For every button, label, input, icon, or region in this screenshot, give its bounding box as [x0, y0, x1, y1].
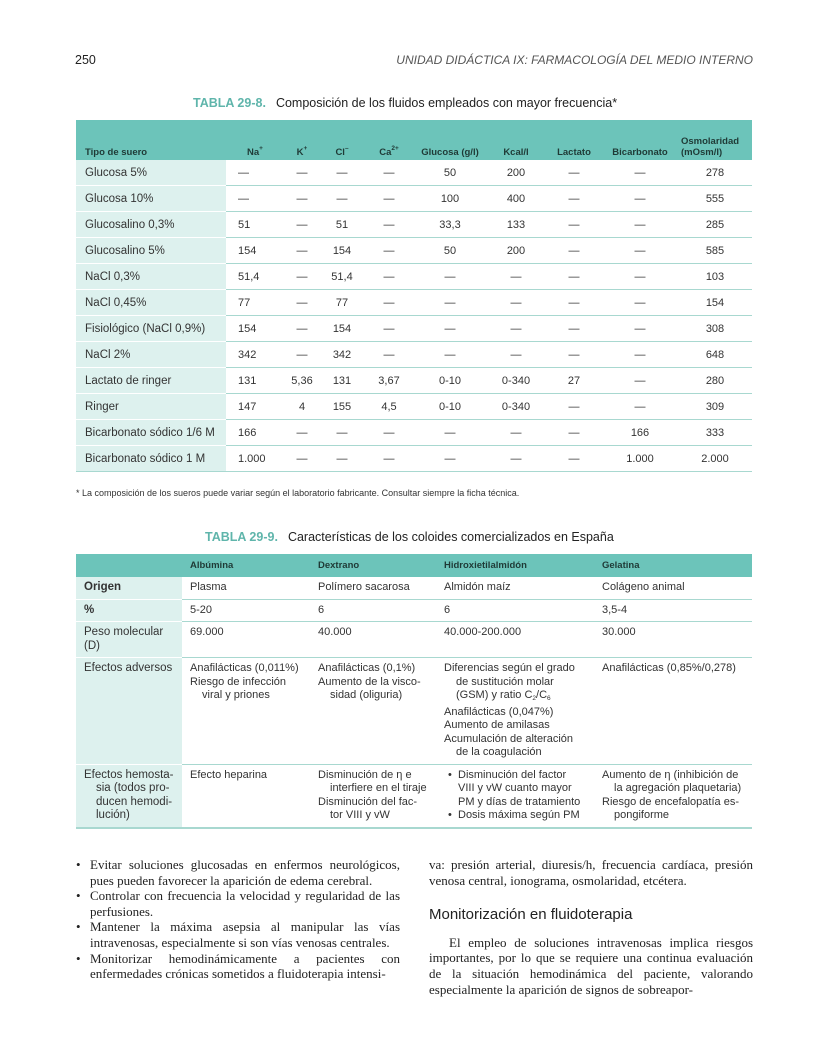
cell: — [602, 160, 678, 186]
cell: — [284, 238, 320, 264]
cell: — [546, 342, 602, 368]
row-label: % [76, 599, 182, 622]
table-row [76, 264, 752, 290]
cell: — [486, 264, 546, 290]
cell: — [284, 290, 320, 316]
cell: — [364, 446, 414, 472]
cell: 51 [320, 212, 364, 238]
cell: — [486, 342, 546, 368]
cell: — [602, 290, 678, 316]
cell: 0-340 [486, 394, 546, 420]
cell: 40.000 [310, 622, 436, 658]
cell: 555 [678, 186, 752, 212]
cell: 6 [310, 599, 436, 622]
cell: — [602, 186, 678, 212]
row-label: Bicarbonato sódico 1 M [76, 446, 226, 472]
row-peso-molecular [76, 622, 752, 658]
row-label: Glucosa 10% [76, 186, 226, 212]
cell: — [486, 290, 546, 316]
cell-hemostasia-hidroxietilalmidon [436, 764, 594, 828]
cell: 400 [486, 186, 546, 212]
cell: — [284, 212, 320, 238]
table-row [76, 368, 752, 394]
cell: 3,5-4 [594, 599, 752, 622]
cell: — [602, 238, 678, 264]
cell: 0-340 [486, 368, 546, 394]
cell: — [320, 160, 364, 186]
row-label: Fisiológico (NaCl 0,9%) [76, 316, 226, 342]
table-row [76, 290, 752, 316]
cell: 166 [602, 420, 678, 446]
row-efectos-adversos [76, 658, 752, 765]
cell: 1.000 [602, 446, 678, 472]
cell: 103 [678, 264, 752, 290]
cell: 2.000 [678, 446, 752, 472]
header-kcal: Kcal/l [486, 120, 546, 160]
table-row [76, 186, 752, 212]
row-label: NaCl 2% [76, 342, 226, 368]
cell-adversos-hidroxietilalmidon: Diferencias según el grado de sustitución molar (GSM) y ratio $C_2/C_6$ Anafilácticas (0,047%) Aumento de amilasas Acumulación de alteración de la coagulación [436, 658, 594, 765]
header-hidroxietilalmidon: Hidroxietilalmidón [436, 554, 594, 577]
cell: — [364, 420, 414, 446]
cell: — [602, 316, 678, 342]
section-title: Monitorización en fluidoterapia [429, 906, 633, 924]
cell: 285 [678, 212, 752, 238]
cell-hemostasia-dextrano: Disminución de η e interfiere en el tiraje Disminución del fac- tor VIII y vW [310, 764, 436, 828]
cell: 5-20 [182, 599, 310, 622]
row-label: Glucosalino 5% [76, 238, 226, 264]
cell: 131 [320, 368, 364, 394]
cell: 69.000 [182, 622, 310, 658]
cell: 6 [436, 599, 594, 622]
table-9-header-row [76, 554, 752, 577]
header-blank [76, 554, 182, 577]
cell: 154 [226, 316, 284, 342]
cell: 131 [226, 368, 284, 394]
cell: — [546, 264, 602, 290]
cell: Polímero sacarosa [310, 577, 436, 599]
cell: 1.000 [226, 446, 284, 472]
cell: — [546, 446, 602, 472]
list-item: • Monitorizar hemodinámicamente a pacientes con enfermedades crónicas sometidos a fluidoterapia intensi- [76, 951, 400, 982]
cell: 154 [320, 316, 364, 342]
cell: — [284, 264, 320, 290]
cell: — [414, 316, 486, 342]
right-column [429, 857, 753, 997]
cell: 3,67 [364, 368, 414, 394]
row-label: Lactato de ringer [76, 368, 226, 394]
cell: 77 [320, 290, 364, 316]
header-dextrano: Dextrano [310, 554, 436, 577]
cell: — [602, 212, 678, 238]
cell: — [546, 160, 602, 186]
cell: Almidón maíz [436, 577, 594, 599]
cell: 166 [226, 420, 284, 446]
paragraph: El empleo de soluciones intravenosas implica riesgos importantes, por lo que se requiere una continua evaluación de la situación hemodinámica del paciente, valorando especialmente la aparición de signos de sobreapor- [429, 934, 753, 997]
cell: 51,4 [226, 264, 284, 290]
cell: 0-10 [414, 394, 486, 420]
cell: — [602, 394, 678, 420]
cell: — [486, 420, 546, 446]
cell: — [486, 446, 546, 472]
cell: — [284, 160, 320, 186]
header-ca: $Ca^{2+}$ [364, 120, 414, 160]
header-na: Na+ [226, 120, 284, 160]
row-label: Glucosa 5% [76, 160, 226, 186]
cell: 4,5 [364, 394, 414, 420]
cell: 30.000 [594, 622, 752, 658]
page-number: 250 [75, 53, 96, 67]
cell: — [364, 160, 414, 186]
cell: 77 [226, 290, 284, 316]
table-8-header-row [76, 120, 752, 160]
cell-hemostasia-albumina: Efecto heparina [182, 764, 310, 828]
cell: — [320, 446, 364, 472]
cell: — [546, 212, 602, 238]
cell: — [414, 420, 486, 446]
cell: 50 [414, 160, 486, 186]
cell: 648 [678, 342, 752, 368]
cell: — [226, 160, 284, 186]
cell: — [414, 446, 486, 472]
cell: — [602, 264, 678, 290]
cell: 200 [486, 238, 546, 264]
row-label: Peso molecular (D) [76, 622, 182, 658]
cell: 342 [226, 342, 284, 368]
cell: 50 [414, 238, 486, 264]
cell: — [546, 394, 602, 420]
cell: — [320, 186, 364, 212]
list-item: • Mantener la máxima asepsia al manipular las vías intravenosas, especialmente si son vías venosas centrales. [76, 919, 400, 950]
table-row [76, 212, 752, 238]
cell: 27 [546, 368, 602, 394]
table-9-title: Características de los coloides comercializados en España [287, 530, 614, 544]
cell: — [364, 290, 414, 316]
list-item: • Dosis máxima según PM [448, 809, 580, 821]
cell: — [414, 290, 486, 316]
cell: 5,36 [284, 368, 320, 394]
cell: 154 [226, 238, 284, 264]
cell: 585 [678, 238, 752, 264]
row-label: NaCl 0,3% [76, 264, 226, 290]
fluids-composition-table [76, 120, 752, 472]
table-8-footnote: * La composición de los sueros puede variar según el laboratorio fabricante. Consultar siempre la ficha técnica. [76, 488, 520, 498]
cell: 40.000-200.000 [436, 622, 594, 658]
cell: — [364, 212, 414, 238]
table-row [76, 420, 752, 446]
cell: 278 [678, 160, 752, 186]
cell: — [414, 342, 486, 368]
cell: — [364, 316, 414, 342]
table-9-caption [205, 530, 614, 544]
table-row [76, 394, 752, 420]
cell: 154 [320, 238, 364, 264]
cell: — [284, 446, 320, 472]
continuation-text: va: presión arterial, diuresis/h, frecuencia cardíaca, presión venosa central, ionograma, osmolaridad, etcétera. [429, 857, 753, 888]
row-efectos-hemostasia [76, 764, 752, 828]
cell: 154 [678, 290, 752, 316]
cell-adversos-albumina: Anafilácticas (0,011%) Riesgo de infección viral y priones [182, 658, 310, 765]
cell: 147 [226, 394, 284, 420]
cell: — [284, 186, 320, 212]
cell: — [414, 264, 486, 290]
cell-adversos-gelatina: Anafilácticas (0,85%/0,278) [594, 658, 752, 765]
table-9-label: TABLA 29-9. [205, 530, 278, 544]
header-albumina: Albúmina [182, 554, 310, 577]
cell: — [546, 238, 602, 264]
table-8-caption [193, 96, 617, 110]
cell: 0-10 [414, 368, 486, 394]
table-8-label: TABLA 29-8. [193, 96, 266, 110]
table-row [76, 160, 752, 186]
cell: 4 [284, 394, 320, 420]
header-tipo: Tipo de suero [76, 120, 226, 160]
cell: — [364, 186, 414, 212]
cell: — [546, 290, 602, 316]
cell: 100 [414, 186, 486, 212]
list-item: • Controlar con frecuencia la velocidad y regularidad de las perfusiones. [76, 888, 400, 919]
cell: — [284, 420, 320, 446]
cell-hemostasia-gelatina: Aumento de η (inhibición de la agregación plaquetaria) Riesgo de encefalopatía es- pongiforme [594, 764, 752, 828]
cell: 309 [678, 394, 752, 420]
row-porcentaje [76, 599, 752, 622]
cell: 51 [226, 212, 284, 238]
cell: 51,4 [320, 264, 364, 290]
cell: Colágeno animal [594, 577, 752, 599]
cell: 155 [320, 394, 364, 420]
header-cl: Cl– [320, 120, 364, 160]
cell: 200 [486, 160, 546, 186]
row-label: Glucosalino 0,3% [76, 212, 226, 238]
cell: 333 [678, 420, 752, 446]
cell: — [546, 420, 602, 446]
cell: — [364, 264, 414, 290]
list-item: • Evitar soluciones glucosadas en enfermos neurológicos, pues pueden favorecer la aparición de edema cerebral. [76, 857, 400, 888]
left-column [76, 857, 400, 982]
colloids-table [76, 554, 752, 829]
cell: 308 [678, 316, 752, 342]
row-label: Efectos adversos [76, 658, 182, 765]
cell: 33,3 [414, 212, 486, 238]
cell: — [364, 238, 414, 264]
cell: — [226, 186, 284, 212]
list-item: • Disminución del factor VIII y vW cuanto mayor PM y días de tratamiento [448, 768, 581, 808]
table-row [76, 238, 752, 264]
row-label: Origen [76, 577, 182, 599]
row-label: NaCl 0,45% [76, 290, 226, 316]
row-label: Ringer [76, 394, 226, 420]
header-osmolaridad: Osmolaridad (mOsm/l) [678, 120, 752, 160]
header-bicarbonato: Bicarbonato [602, 120, 678, 160]
row-origen [76, 577, 752, 599]
table-row [76, 316, 752, 342]
header-lactato: Lactato [546, 120, 602, 160]
table-8-title: Composición de los fluidos empleados con mayor frecuencia* [275, 96, 618, 110]
table-8-body [76, 160, 752, 472]
cell: — [546, 186, 602, 212]
cell: — [602, 342, 678, 368]
cell: 133 [486, 212, 546, 238]
cell: 342 [320, 342, 364, 368]
row-label: Bicarbonato sódico 1/6 M [76, 420, 226, 446]
cell: — [284, 316, 320, 342]
table-row [76, 342, 752, 368]
cell: Plasma [182, 577, 310, 599]
header-gelatina: Gelatina [594, 554, 752, 577]
running-head: UNIDAD DIDÁCTICA IX: FARMACOLOGÍA DEL MEDIO INTERNO [396, 53, 753, 67]
cell: — [546, 316, 602, 342]
table-row [76, 446, 752, 472]
cell: 280 [678, 368, 752, 394]
cell: — [602, 368, 678, 394]
cell: — [320, 420, 364, 446]
cell-adversos-dextrano: Anafilácticas (0,1%) Aumento de la visco- sidad (oliguria) [310, 658, 436, 765]
cell: — [364, 342, 414, 368]
cell: — [284, 342, 320, 368]
cell: — [486, 316, 546, 342]
header-k: K+ [284, 120, 320, 160]
row-label: Efectos hemosta- sia (todos pro- ducen hemodi- lución) [76, 764, 182, 828]
header-glucosa: Glucosa (g/l) [414, 120, 486, 160]
